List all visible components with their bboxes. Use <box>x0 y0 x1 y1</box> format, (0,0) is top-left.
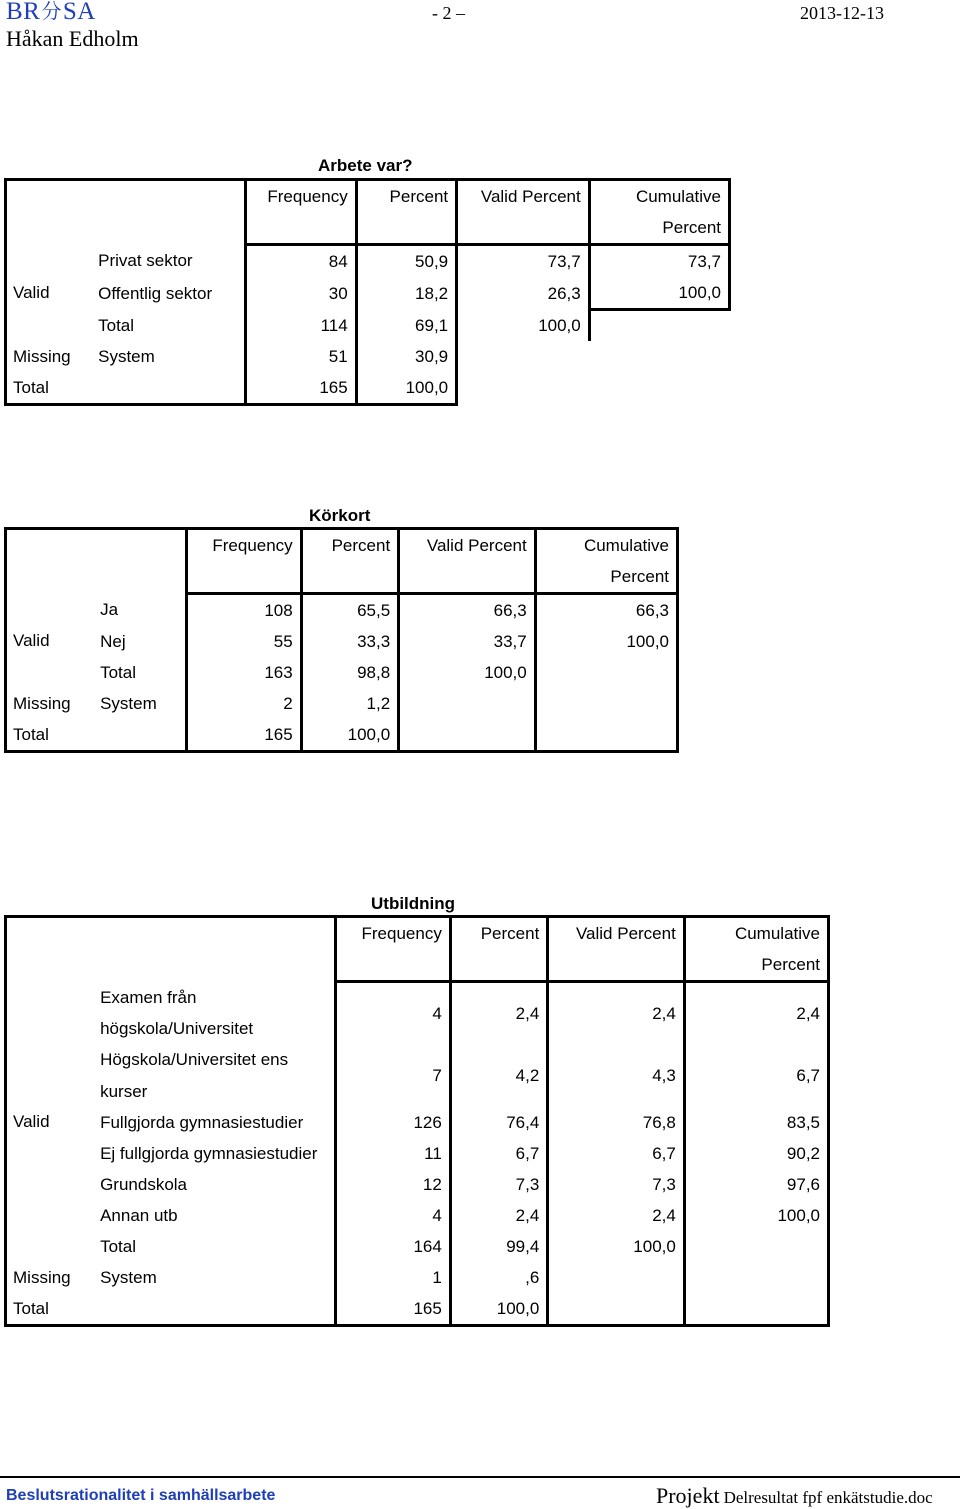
row-group-missing: Missing <box>6 1262 95 1293</box>
table-row: Nej 55 33,3 33,7 100,0 <box>6 626 678 657</box>
row-label: System <box>98 346 155 366</box>
table-row: Offentlig sektor 30 18,2 26,3 100,0 <box>6 277 730 310</box>
row-label: Fullgjorda gymnasiestudier <box>100 1113 304 1133</box>
row-label: Ja <box>100 600 119 620</box>
col-header-cumulative-percent: Percent <box>535 561 677 594</box>
col-header-cumulative: Cumulative <box>589 180 729 213</box>
table-row: Total 164 99,4 100,0 <box>6 1231 829 1262</box>
table-row: Missing System 2 1,2 <box>6 688 678 719</box>
table-row: Total 165 100,0 <box>6 372 730 405</box>
author-name: Håkan Edholm <box>6 26 139 51</box>
frequency-table-korkort <box>4 527 679 753</box>
table-row: Valid Ja 108 65,5 66,3 66,3 <box>6 594 678 627</box>
col-header-valid-percent: Valid Percent <box>399 529 536 562</box>
footer-project-name: Beslutsrationalitet i samhällsarbete <box>6 1487 276 1504</box>
col-header-percent: Percent <box>301 529 399 562</box>
row-label: Total <box>98 315 135 335</box>
table-row: Total 165 100,0 <box>6 1293 829 1326</box>
col-header-cumulative-percent: Percent <box>684 949 828 982</box>
row-label: Total <box>100 663 137 682</box>
table-row: Total 114 69,1 100,0 <box>6 310 730 341</box>
row-label: Privat sektor <box>98 251 193 271</box>
table-row: Missing System 51 30,9 <box>6 341 730 372</box>
row-group-valid: Valid <box>6 594 95 689</box>
col-header-valid-percent: Valid Percent <box>548 917 685 950</box>
row-group-missing: Missing <box>6 341 93 372</box>
table-title: Körkort <box>309 506 371 525</box>
table-row: Missing System 1 ,6 <box>6 1262 829 1293</box>
footer-document-name: Projekt Delresultat fpf enkätstudie.doc <box>656 1483 933 1508</box>
col-header-percent: Percent <box>356 180 456 213</box>
col-header-cumulative: Cumulative <box>684 917 828 950</box>
table-header-row <box>6 917 829 950</box>
row-label: Total <box>100 1237 136 1257</box>
col-header-percent: Percent <box>450 917 547 950</box>
row-label: Examen från högskola/Universitet <box>100 987 254 1038</box>
col-header-frequency: Frequency <box>187 529 302 562</box>
col-header-frequency: Frequency <box>246 180 357 213</box>
table-row: Valid Privat sektor 84 50,9 73,7 73,7 <box>6 245 730 278</box>
row-label: Grundskola <box>100 1175 188 1195</box>
table-row: Högskola/Universitet ens kurser 7 4,2 4,3 6,7 <box>6 1044 829 1107</box>
table-header-row <box>6 529 678 562</box>
table-row: Grundskola 12 7,3 7,3 97,6 <box>6 1169 829 1200</box>
row-group-valid: Valid <box>6 245 93 341</box>
table-row: Annan utb 4 2,4 2,4 100,0 <box>6 1200 829 1231</box>
row-label: Ej fullgjorda gymnasiestudier <box>100 1144 318 1164</box>
col-header-cumulative: Cumulative <box>535 529 677 562</box>
row-label: Annan utb <box>100 1206 178 1226</box>
frequency-table-utbildning <box>4 915 830 1327</box>
footer-divider <box>0 1476 960 1478</box>
table-row: Ej fullgjorda gymnasiestudier 11 6,7 6,7 90,2 <box>6 1138 829 1169</box>
row-label: System <box>100 1268 157 1288</box>
col-header-frequency: Frequency <box>336 917 451 950</box>
table-title: Utbildning <box>371 894 456 913</box>
row-label: System <box>100 694 157 713</box>
table-row: Total 165 100,0 <box>6 719 678 752</box>
table-title: Arbete var? <box>318 156 413 175</box>
frequency-table-arbete <box>4 178 731 406</box>
table-row: Fullgjorda gymnasiestudier 126 76,4 76,8 83,5 <box>6 1107 829 1138</box>
row-label: Offentlig sektor <box>98 283 213 303</box>
row-label: Högskola/Universitet ens kurser <box>100 1050 289 1101</box>
table-header-row <box>6 180 730 213</box>
row-label: Nej <box>100 632 126 651</box>
row-group-valid: Valid <box>6 982 95 1263</box>
row-group-missing: Missing <box>6 688 95 719</box>
brosa-logo: BR分SA <box>6 0 96 25</box>
row-group-total: Total <box>6 372 246 405</box>
header-date: 2013-12-13 <box>800 3 884 23</box>
table-row: Valid Examen från högskola/Universitet 4 2,4 2,4 2,4 <box>6 982 829 1045</box>
row-group-total: Total <box>6 1293 336 1326</box>
page-number: - 2 – <box>432 3 465 23</box>
col-header-valid-percent: Valid Percent <box>457 180 590 213</box>
table-row: Total 163 98,8 100,0 <box>6 657 678 688</box>
col-header-cumulative-percent: Percent <box>589 212 729 245</box>
row-group-total: Total <box>6 719 187 752</box>
